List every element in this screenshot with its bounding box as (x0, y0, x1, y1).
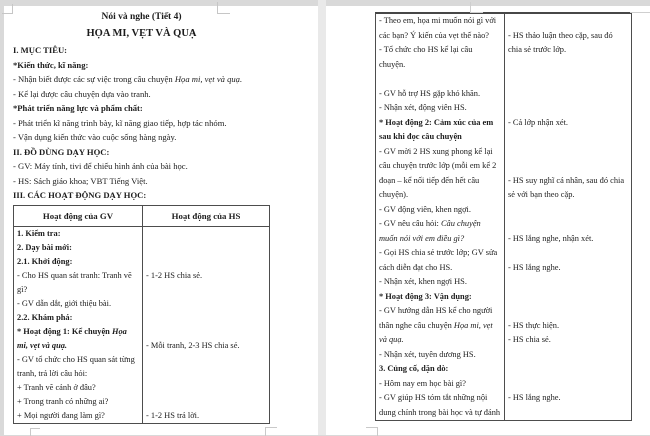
hs-cell: - Cả lớp nhận xét. (508, 117, 569, 127)
table-row (14, 381, 269, 395)
table-row (376, 43, 631, 58)
intro-line: - HS: Sách giáo khoa; VBT Tiếng Việt. (13, 175, 148, 186)
table-row (376, 246, 631, 261)
table-row (376, 145, 631, 160)
gv-cell: chuyện. (376, 58, 505, 73)
gv-cell: - GV dẫn dắt, giới thiệu bài. (14, 297, 143, 311)
hs-cell (143, 297, 269, 311)
activity-table-page1 (13, 205, 270, 424)
hs-cell: - HS lắng nghe, nhận xét. (508, 233, 594, 243)
hs-cell (143, 255, 269, 269)
table-row (14, 241, 269, 255)
gv-cell: * Hoạt động 1: Kể chuyện Họa (14, 325, 143, 339)
table-row (376, 348, 631, 363)
table-row (376, 72, 631, 87)
table-row (376, 362, 631, 377)
hs-cell (505, 377, 631, 392)
table-row (376, 159, 631, 174)
hs-cell (143, 227, 269, 241)
gv-cell: gì? (14, 283, 143, 297)
gv-cell: + Tranh vẽ cảnh ở đâu? (14, 381, 143, 395)
table-row (14, 283, 269, 297)
intro-line: - GV: Máy tính, tivi để chiếu hình ảnh của bài học. (13, 161, 188, 171)
header-hs-cell: Hoạt động của HS (171, 210, 241, 221)
table-row (376, 406, 631, 421)
gv-cell: + Trong tranh có những ai? (14, 395, 143, 409)
hs-cell (505, 406, 631, 421)
doc-subtitle: Nói và nghe (Tiết 4) (101, 12, 182, 22)
gv-cell: - Theo em, họa mi muốn nói gì với (376, 14, 505, 29)
table-row (376, 174, 631, 189)
intro-line: - Vận dụng kiến thức vào cuộc sống hàng ngày. (13, 132, 177, 142)
table-row (376, 232, 631, 247)
table-row (14, 409, 269, 423)
hs-cell: - HS thảo luận theo cặp, sau đó (508, 30, 613, 40)
hs-cell (505, 58, 631, 73)
gv-cell: - GV tổ chức cho HS quan sát từng (14, 353, 143, 367)
hs-cell (505, 348, 631, 363)
hs-cell (505, 159, 631, 174)
gv-cell: 2.2. Khám phá: (14, 311, 143, 325)
gv-cell: 2. Dạy bài mới: (14, 241, 143, 255)
page-gap (318, 0, 326, 435)
gv-cell: câu chuyện trước lớp (mỗi em kể 2 (376, 159, 505, 174)
hs-cell (505, 362, 631, 377)
intro-line: III. CÁC HOẠT ĐỘNG DẠY HỌC: (13, 190, 147, 200)
hs-cell (505, 290, 631, 305)
gv-cell: mi, vẹt và quạ. (14, 339, 143, 353)
gv-cell: dung chính trong bài học và tự đánh (376, 406, 505, 421)
hs-cell (505, 72, 631, 87)
gv-cell: - Cho HS quan sát tranh: Tranh vẽ (14, 269, 143, 283)
table-row (376, 275, 631, 290)
gv-cell: 1. Kiểm tra: (14, 227, 143, 241)
activity-table-body-page1 (14, 227, 269, 423)
gv-cell: cách diễn đạt cho HS. (376, 261, 505, 276)
hs-cell (505, 246, 631, 261)
hs-cell: sẻ với bạn theo cặp. (508, 190, 575, 199)
gv-cell: tranh, trả lời câu hỏi: (14, 367, 143, 381)
table-row (14, 227, 269, 241)
table-row (376, 116, 631, 131)
table-row (376, 101, 631, 116)
hs-cell: chia sẻ trước lớp. (508, 45, 567, 54)
hs-cell (143, 353, 269, 367)
table-row (376, 87, 631, 102)
hs-cell: - HS thực hiện. (508, 320, 560, 330)
gv-cell: - Tổ chức cho HS kể lại câu (376, 43, 505, 58)
table-row (14, 255, 269, 269)
hs-cell (143, 395, 269, 409)
lesson-title: HỌA MI, VẸT VÀ QUẠ (86, 28, 197, 39)
table-row (14, 325, 269, 339)
table-row (376, 130, 631, 145)
gv-cell: - GV nêu câu hỏi: Câu chuyện (376, 217, 505, 232)
table-row (14, 269, 269, 283)
table-row (376, 261, 631, 276)
gv-cell: - GV hỗ trợ HS gặp khó khăn. (376, 87, 505, 102)
hs-cell (505, 14, 631, 29)
gv-cell: - GV hướng dẫn HS kể cho người (376, 304, 505, 319)
table-row (14, 367, 269, 381)
table-row (376, 188, 631, 203)
table-row (376, 377, 631, 392)
table-row (14, 395, 269, 409)
gv-cell: chuyện). (376, 188, 505, 203)
hs-cell: - HS lắng nghe. (508, 262, 561, 272)
gv-cell: sau khi đọc câu chuyện (376, 130, 505, 145)
hs-cell (143, 283, 269, 297)
hs-cell (505, 87, 631, 102)
gv-cell: - GV mời 2 HS xung phong kể lại (376, 145, 505, 160)
hs-cell (143, 241, 269, 255)
gv-cell: - Gọi HS chia sẻ trước lớp; GV sửa (376, 246, 505, 261)
table-row (376, 217, 631, 232)
gv-cell: - Nhận xét, khen ngợi HS. (376, 275, 505, 290)
intro-line: - Phát triển kĩ năng trình bày, kĩ năng giao tiếp, hợp tác nhóm. (13, 117, 227, 128)
gv-cell: và quạ. (376, 333, 505, 348)
activity-table-body-page2 (376, 14, 631, 420)
table-row (14, 311, 269, 325)
table-row (376, 58, 631, 73)
gv-cell: - Nhận xét, động viên HS. (376, 101, 505, 116)
page-1 (4, 6, 318, 435)
page-1-content (13, 9, 270, 424)
hs-cell (143, 311, 269, 325)
gv-cell: - GV động viên, khen ngợi. (376, 203, 505, 218)
hs-cell (505, 217, 631, 232)
gv-cell: thân nghe câu chuyện Họa mi, vẹt (376, 319, 505, 334)
intro-line: - Nhận biết được các sự việc trong câu chuyện Họa mi, vẹt và quạ. (13, 74, 243, 84)
hs-cell: - HS chia sẻ. (508, 335, 551, 344)
table-row (14, 353, 269, 367)
lesson-intro (13, 43, 270, 203)
intro-line: - Kể lại được câu chuyện dựa vào tranh. (13, 88, 151, 99)
hs-cell (505, 130, 631, 145)
table-row (14, 297, 269, 311)
hs-cell (505, 275, 631, 290)
activity-table-header (14, 206, 269, 227)
table-row (376, 319, 631, 334)
activity-table-page2 (375, 12, 632, 421)
hs-cell (143, 367, 269, 381)
gv-cell: 3. Củng cố, dặn dò: (376, 362, 505, 377)
header-gv-cell: Hoạt động của GV (14, 206, 143, 226)
gv-cell: - Nhận xét, tuyên dương HS. (376, 348, 505, 363)
gv-cell: - Hôm nay em học bài gì? (376, 377, 505, 392)
table-row (376, 14, 631, 29)
gv-cell: 2.1. Khởi động: (14, 255, 143, 269)
intro-line: *Phát triển năng lực và phẩm chất: (13, 103, 143, 113)
table-row (376, 304, 631, 319)
intro-line: *Kiến thức, kĩ năng: (13, 59, 89, 70)
gv-cell: các bạn? Ý kiến của vẹt thế nào? (376, 29, 505, 44)
hs-cell: - Mỗi tranh, 2-3 HS chia sẻ. (146, 340, 240, 350)
hs-cell: - HS suy nghĩ cá nhân, sau đó chia (508, 175, 625, 185)
table-row (376, 203, 631, 218)
hs-cell: - 1-2 HS chia sẻ. (146, 270, 203, 280)
hs-cell: - HS lắng nghe. (508, 393, 561, 402)
gv-cell: - GV giúp HS tóm tắt những nội (376, 391, 505, 406)
hs-cell (505, 304, 631, 319)
page-2 (326, 6, 650, 435)
gv-cell: * Hoạt động 3: Vận dụng: (376, 290, 505, 305)
gv-cell: + Mọi người đang làm gì? (14, 409, 143, 423)
hs-cell: - 1-2 HS trả lời. (146, 410, 200, 420)
hs-cell (505, 145, 631, 160)
table-row (376, 290, 631, 305)
hs-cell (505, 101, 631, 116)
gv-cell: * Hoạt động 2: Cảm xúc của em (376, 116, 505, 131)
table-row (376, 29, 631, 44)
intro-line: I. MỤC TIÊU: (13, 45, 68, 55)
hs-cell (505, 203, 631, 218)
hs-cell (143, 325, 269, 339)
hs-cell (143, 381, 269, 395)
table-row (376, 333, 631, 348)
table-row (14, 339, 269, 353)
gv-cell (376, 72, 505, 87)
table-row (376, 391, 631, 406)
gv-cell: đoạn – kể nối tiếp đến hết câu (376, 174, 505, 189)
gv-cell: muốn nói với em điều gì? (376, 232, 505, 247)
intro-line: II. ĐỒ DÙNG DẠY HỌC: (13, 146, 110, 157)
